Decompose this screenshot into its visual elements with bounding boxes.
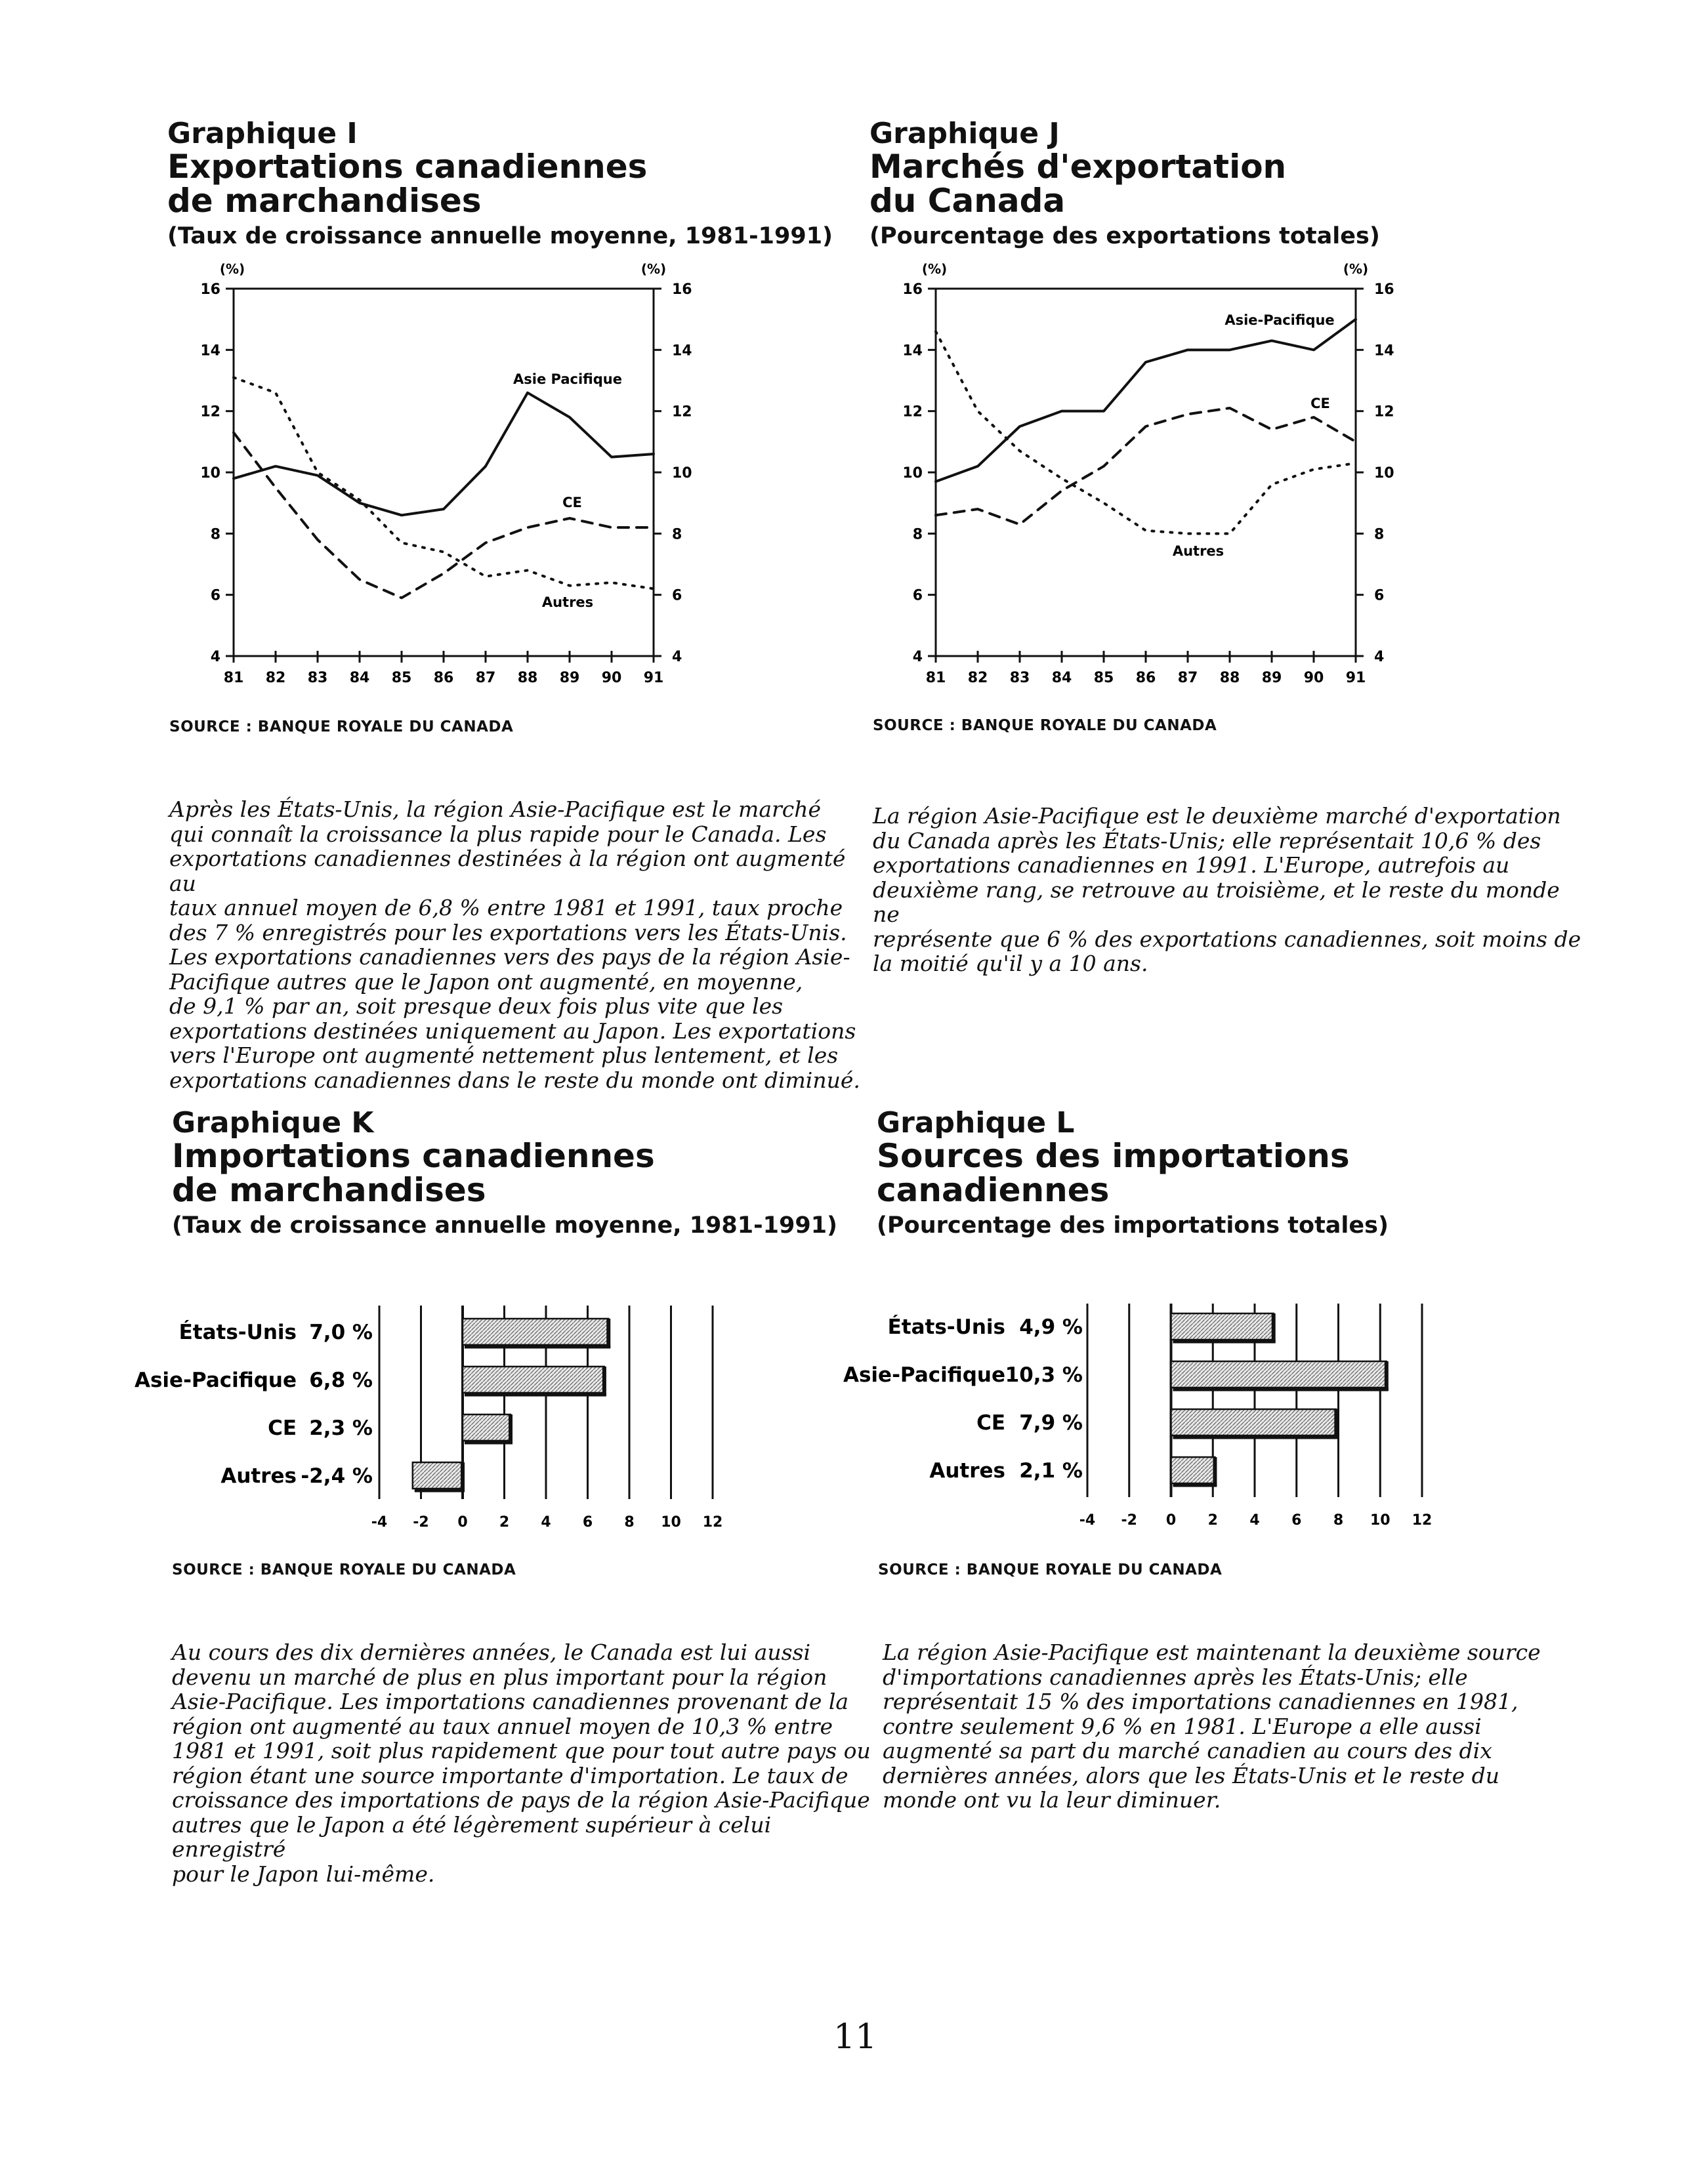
x-tick-label: 0 [1165, 1512, 1177, 1529]
value-label: 2,1 % [1019, 1459, 1083, 1483]
graph-j-title-line1: Marchés d'exportation [869, 148, 1287, 186]
y-tick-label-right: 14 [672, 342, 692, 360]
bar [1171, 1409, 1337, 1435]
bar [463, 1367, 604, 1393]
graph-i-commentary [169, 797, 865, 1092]
graph-k-subtitle: (Taux de croissance annuelle moyenne, 1981-1991) [172, 1212, 838, 1239]
y-tick-label-right: 6 [672, 587, 682, 604]
graph-i-left-unit: (%) [219, 261, 245, 277]
x-tick-label: -2 [1121, 1512, 1137, 1529]
x-tick-label: 90 [601, 670, 622, 686]
category-label: Asie-Pacifique [843, 1363, 1005, 1387]
graph-l-commentary [883, 1640, 1591, 1813]
paragraph-line: exportations canadiennes destinées à la région ont augmenté au [169, 846, 846, 896]
graph-j-header [869, 118, 1591, 251]
graph-k-header [172, 1107, 861, 1240]
paragraph-line: autres que le Japon a été légèrement supérieur à celui enregistré [172, 1811, 772, 1862]
y-tick-label-left: 16 [902, 281, 923, 298]
x-tick-label: 84 [1051, 670, 1072, 686]
paragraph-line: Au cours des dix dernières années, le Canada est lui aussi [172, 1639, 811, 1665]
y-tick-label-right: 10 [672, 465, 692, 482]
y-tick-label-right: 12 [1374, 403, 1394, 421]
y-tick-label-left: 12 [902, 403, 923, 421]
y-tick-label-left: 14 [200, 342, 220, 360]
graph-k-title-line2: de marchandises [172, 1171, 486, 1209]
graph-k-title-line1: Importations canadiennes [172, 1137, 655, 1175]
y-tick-label-right: 8 [1374, 526, 1385, 543]
paragraph-line: monde ont vu la leur diminuer. [883, 1787, 1221, 1813]
paragraph-line: exportations canadiennes dans le reste du monde ont diminué. [169, 1067, 860, 1093]
paragraph-line: qui connaît la croissance la plus rapide pour le Canada. Les [169, 821, 827, 847]
value-label: -2,4 % [301, 1464, 373, 1488]
graph-j-right-unit: (%) [1343, 261, 1369, 277]
graph-i-label: Graphique I [167, 117, 358, 150]
graph-l-title-line1: Sources des importations [877, 1137, 1350, 1175]
x-tick-label: 83 [307, 670, 328, 686]
y-tick-label-right: 16 [672, 281, 692, 298]
category-label: Autres [929, 1459, 1005, 1483]
y-tick-label-left: 8 [210, 526, 220, 543]
series-line-asie-pacifique [234, 393, 654, 516]
paragraph-line: 1981 et 1991, soit plus rapidement que pour tout autre pays ou [172, 1738, 871, 1763]
x-tick-label: 2 [499, 1514, 510, 1531]
y-tick-label-right: 16 [1374, 281, 1394, 298]
value-label: 2,3 % [309, 1416, 373, 1440]
paragraph-line: pour le Japon lui-même. [172, 1861, 435, 1887]
x-tick-label: 82 [967, 670, 988, 686]
y-tick-label-right: 6 [1374, 587, 1385, 604]
value-label: 6,8 % [309, 1369, 373, 1392]
category-label: CE [976, 1411, 1005, 1435]
y-tick-label-right: 12 [672, 403, 692, 421]
paragraph-line: région étant une source importante d'importation. Le taux de [172, 1762, 848, 1788]
value-label: 10,3 % [1005, 1363, 1083, 1387]
x-tick-label: 88 [1219, 670, 1240, 686]
paragraph-line: augmenté sa part du marché canadien au cours des dix [883, 1738, 1492, 1763]
bar [463, 1319, 608, 1345]
paragraph-line: contre seulement 9,6 % en 1981. L'Europe a elle aussi [883, 1713, 1482, 1739]
graph-l-bar-chart [843, 1296, 1470, 1538]
x-tick-label: 4 [1249, 1512, 1260, 1529]
paragraph-line: dernières années, alors que les États-Unis et le reste du [883, 1762, 1500, 1788]
x-tick-label: 84 [349, 670, 370, 686]
paragraph-line: Asie-Pacifique. Les importations canadiennes provenant de la [172, 1689, 849, 1714]
graph-j-subtitle: (Pourcentage des exportations totales) [869, 223, 1380, 249]
graph-j-commentary [873, 804, 1581, 976]
x-tick-label: 10 [1370, 1512, 1391, 1529]
x-tick-label: 88 [517, 670, 538, 686]
graph-i-source: SOURCE : BANQUE ROYALE DU CANADA [169, 718, 514, 735]
category-label: Autres [220, 1464, 297, 1488]
paragraph-line: Pacifique autres que le Japon ont augmenté, en moyenne, [169, 968, 803, 995]
x-tick-label: -2 [413, 1514, 429, 1531]
x-tick-label: 86 [1135, 670, 1156, 686]
graph-l-source: SOURCE : BANQUE ROYALE DU CANADA [878, 1561, 1223, 1578]
paragraph-line: de 9,1 % par an, soit presque deux fois plus vite que les [169, 993, 784, 1019]
graph-i-title-line2: de marchandises [167, 182, 482, 220]
graph-l-header [877, 1107, 1599, 1240]
graph-i-label-ce: CE [562, 495, 582, 510]
graph-k-label: Graphique K [172, 1106, 374, 1140]
x-tick-label: 8 [624, 1514, 635, 1531]
page-number: 11 [833, 2017, 877, 2057]
graph-j-label-ce: CE [1310, 396, 1330, 411]
graph-j-title-line2: du Canada [869, 182, 1066, 220]
bar [463, 1414, 511, 1441]
y-tick-label-left: 6 [912, 587, 923, 604]
x-tick-label: -4 [1079, 1512, 1096, 1529]
x-tick-label: 10 [661, 1514, 681, 1531]
x-tick-label: 82 [265, 670, 286, 686]
paragraph-line: représentait 15 % des importations canadiennes en 1981, [883, 1689, 1518, 1714]
x-tick-label: 91 [643, 670, 664, 686]
graph-l-label: Graphique L [877, 1106, 1075, 1140]
graph-j-source: SOURCE : BANQUE ROYALE DU CANADA [873, 717, 1217, 734]
paragraph-line: région ont augmenté au taux annuel moyen de 10,3 % entre [172, 1713, 833, 1739]
paragraph-line: devenu un marché de plus en plus important pour la région [172, 1664, 827, 1690]
y-tick-label-right: 14 [1374, 342, 1394, 360]
graph-j-line-chart [879, 259, 1431, 702]
y-tick-label-left: 14 [902, 342, 923, 360]
series-line-autres [234, 377, 654, 588]
x-tick-label: -4 [371, 1514, 388, 1531]
graph-i-subtitle: (Taux de croissance annuelle moyenne, 1981-1991) [167, 223, 833, 249]
x-tick-label: 8 [1333, 1512, 1344, 1529]
y-tick-label-left: 4 [210, 649, 220, 665]
value-label: 7,0 % [309, 1321, 373, 1344]
x-tick-label: 86 [433, 670, 454, 686]
x-tick-label: 2 [1207, 1512, 1218, 1529]
bar [413, 1462, 463, 1489]
paragraph-line: d'importations canadiennes après les États-Unis; elle [883, 1664, 1468, 1690]
graph-k-bar-chart [134, 1299, 755, 1542]
x-tick-label: 85 [391, 670, 412, 686]
x-tick-label: 12 [1412, 1512, 1433, 1529]
bar [1171, 1361, 1387, 1388]
paragraph-line: représente que 6 % des exportations canadiennes, soit moins de [873, 926, 1581, 952]
x-tick-label: 91 [1345, 670, 1366, 686]
x-tick-label: 89 [559, 670, 580, 686]
y-tick-label-left: 10 [902, 465, 923, 482]
bar [1171, 1457, 1215, 1483]
graph-j-label: Graphique J [869, 117, 1060, 150]
graph-l-title-line2: canadiennes [877, 1171, 1110, 1209]
series-line-ce [936, 408, 1356, 524]
x-tick-label: 83 [1009, 670, 1030, 686]
paragraph-line: la moitié qu'il y a 10 ans. [873, 951, 1148, 976]
y-tick-label-right: 4 [672, 649, 682, 665]
paragraph-line: exportations destinées uniquement au Japon. Les exportations [169, 1018, 856, 1044]
x-tick-label: 81 [925, 670, 946, 686]
x-tick-label: 89 [1261, 670, 1282, 686]
series-line-asie-pacifique [936, 319, 1356, 482]
x-tick-label: 6 [1291, 1512, 1302, 1529]
graph-i-right-unit: (%) [640, 261, 667, 277]
x-tick-label: 90 [1303, 670, 1324, 686]
y-tick-label-left: 4 [912, 649, 923, 665]
paragraph-line: du Canada après les États-Unis; elle représentait 10,6 % des [873, 827, 1541, 854]
graph-i-line-chart [177, 259, 728, 702]
value-label: 7,9 % [1019, 1411, 1083, 1435]
x-tick-label: 0 [457, 1514, 468, 1531]
x-tick-label: 81 [223, 670, 244, 686]
paragraph-line: deuxième rang, se retrouve au troisième, et le reste du monde ne [873, 876, 1560, 927]
paragraph-line: taux annuel moyen de 6,8 % entre 1981 et 1991, taux proche [169, 895, 843, 920]
graph-j-left-unit: (%) [921, 261, 948, 277]
y-tick-label-left: 6 [210, 587, 220, 604]
y-tick-label-left: 10 [200, 465, 220, 482]
y-tick-label-left: 8 [912, 526, 923, 543]
x-tick-label: 6 [582, 1514, 593, 1531]
value-label: 4,9 % [1019, 1315, 1083, 1339]
x-tick-label: 4 [541, 1514, 551, 1531]
graph-k-commentary [172, 1640, 881, 1886]
y-tick-label-left: 12 [200, 403, 220, 421]
graph-i-label-asie-pacifique: Asie Pacifique [513, 371, 622, 387]
paragraph-line: Après les États-Unis, la région Asie-Pacifique est le marché [169, 796, 822, 822]
graph-i-header [167, 118, 856, 251]
category-label: États-Unis [178, 1321, 297, 1344]
graph-k-source: SOURCE : BANQUE ROYALE DU CANADA [172, 1561, 516, 1578]
graph-j-label-asie-pacifique: Asie-Pacifique [1224, 312, 1335, 328]
graph-i-label-autres: Autres [541, 594, 594, 610]
paragraph-line: exportations canadiennes en 1991. L'Europe, autrefois au [873, 852, 1510, 878]
y-tick-label-right: 8 [672, 526, 682, 543]
graph-l-subtitle: (Pourcentage des importations totales) [877, 1212, 1389, 1239]
y-tick-label-left: 16 [200, 281, 220, 298]
y-tick-label-right: 10 [1374, 465, 1394, 482]
category-label: États-Unis [887, 1315, 1005, 1339]
category-label: CE [268, 1416, 297, 1440]
paragraph-line: vers l'Europe ont augmenté nettement plus lentement, et les [169, 1042, 839, 1068]
graph-j-label-autres: Autres [1172, 543, 1224, 559]
series-line-ce [234, 432, 654, 598]
paragraph-line: Les exportations canadiennes vers des pays de la région Asie- [169, 944, 850, 970]
paragraph-line: croissance des importations de pays de la région Asie-Pacifique [172, 1787, 870, 1813]
category-label: Asie-Pacifique [134, 1369, 297, 1392]
paragraph-line: La région Asie-Pacifique est le deuxième marché d'exportation [873, 803, 1561, 829]
paragraph-line: des 7 % enregistrés pour les exportations vers les États-Unis. [169, 919, 847, 945]
graph-i-title-line1: Exportations canadiennes [167, 148, 648, 186]
x-tick-label: 85 [1093, 670, 1114, 686]
paragraph-line: La région Asie-Pacifique est maintenant la deuxième source [883, 1639, 1541, 1665]
y-tick-label-right: 4 [1374, 649, 1385, 665]
bar [1171, 1313, 1274, 1340]
x-tick-label: 87 [475, 670, 496, 686]
x-tick-label: 87 [1177, 670, 1198, 686]
x-tick-label: 12 [702, 1514, 723, 1531]
